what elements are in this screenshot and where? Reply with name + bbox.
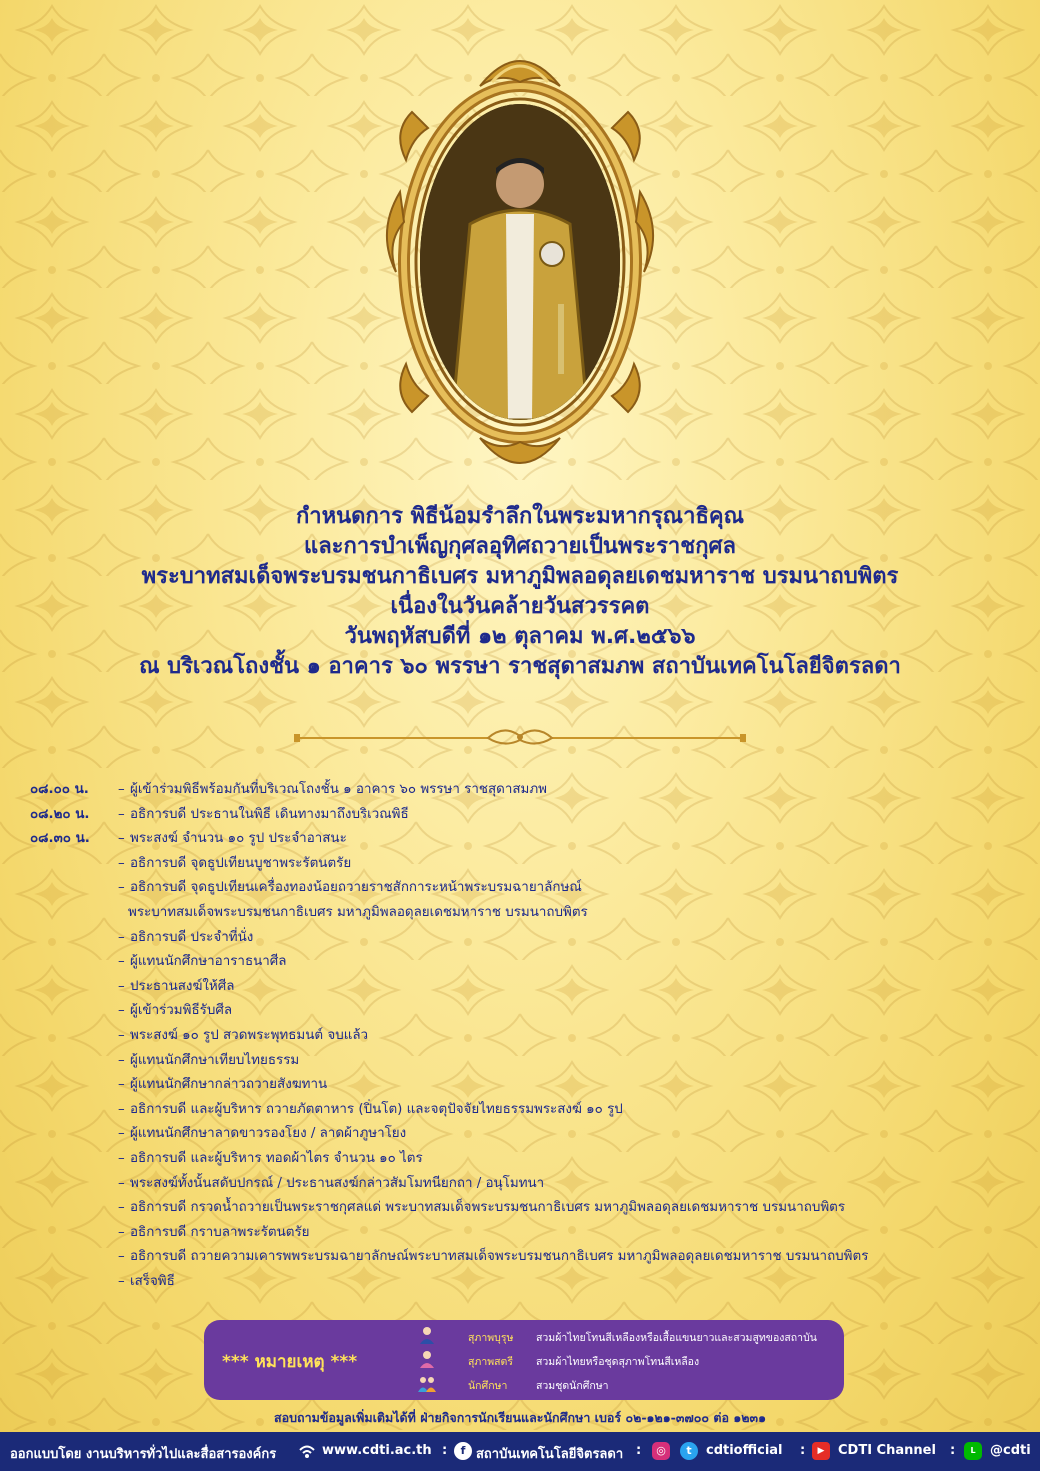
schedule-dash: – [118,1052,125,1068]
note-title: *** หมายเหตุ *** [222,1352,358,1372]
schedule-activity: ผู้เข้าร่วมพิธีรับศีล [130,1003,233,1019]
schedule-activity: ประธานสงฆ์ให้ศีล [130,978,235,994]
man-icon [418,1326,436,1344]
schedule-activity: ผู้เข้าร่วมพิธีพร้อมกันที่บริเวณโถงชั้น ๑ อาคาร ๖๐ พรรษา ราชสุดาสมภพ [130,782,547,797]
heading-line: วันพฤหัสบดีที่ ๑๒ ตุลาคม พ.ศ.๒๕๖๖ [344,624,696,649]
schedule-row [30,1098,1020,1123]
schedule-activity: ผู้แทนนักศึกษาลาดขาวรองโยง / ลาดผ้าภูษาโยง [130,1126,407,1142]
separator: : [442,1443,448,1458]
schedule-dash: – [118,1027,125,1043]
schedule-row [30,999,1020,1024]
schedule-dash: – [118,1175,125,1191]
schedule-activity: ผู้แทนนักศึกษาเทียบไทยธรรม [130,1052,300,1068]
schedule-row [30,975,1020,1000]
schedule-dash: – [118,1224,125,1240]
schedule-row [30,901,1020,926]
website-link[interactable]: www.cdti.ac.th [322,1443,432,1458]
schedule-dash: – [118,1126,125,1142]
note-who: สุภาพสตรี [468,1356,514,1368]
line-link[interactable]: @cdti [990,1443,1031,1458]
note-who: สุภาพบุรุษ [468,1332,514,1344]
woman-icon [418,1350,436,1368]
schedule-activity: ผู้แทนนักศึกษากล่าวถวายสังฆทาน [130,1077,328,1093]
schedule-activity: อธิการบดี ประธานในพิธี เดินทางมาถึงบริเวณพิธี [130,806,409,822]
ceremony-heading [20,502,1020,682]
youtube-icon: ▶ [812,1442,830,1460]
schedule-row [30,1122,1020,1147]
schedule-dash: – [118,1003,125,1019]
schedule-dash: – [118,978,125,994]
heading-line: เนื่องในวันคล้ายวันสวรรคต [390,594,650,619]
heading-line: ณ บริเวณโถงชั้น ๑ อาคาร ๖๐ พรรษา ราชสุดาสมภพ สถาบันเทคโนโลยีจิตรลดา [139,654,901,679]
schedule-activity: อธิการบดี จุดธูปเทียนเครื่องทองน้อยถวายราชสักการะหน้าพระบรมฉายาลักษณ์ [130,880,582,896]
schedule-row [30,852,1020,877]
separator: : [950,1443,956,1458]
social-handle[interactable]: cdtiofficial [706,1443,783,1458]
schedule-list [30,778,1020,1294]
schedule-row [30,950,1020,975]
heading-line: และการบำเพ็ญกุศลอุทิศถวายเป็นพระราชกุศล [304,534,736,559]
separator: : [636,1443,642,1458]
schedule-activity: อธิการบดี และผู้บริหาร ถวายภัตตาหาร (ปิ่นโต) และจตุปัจจัยไทยธรรมพระสงฆ์ ๑๐ รูป [130,1101,623,1117]
schedule-time: ๐๘.๓๐ น. [30,831,90,847]
schedule-activity: อธิการบดี ประจำที่นั่ง [130,929,254,945]
schedule-activity: อธิการบดี และผู้บริหาร ทอดผ้าไตร จำนวน ๑๐ ไตร [130,1150,423,1166]
schedule-row [30,1049,1020,1074]
dress-code-note [204,1320,844,1400]
schedule-dash: – [118,1077,125,1093]
schedule-row [30,803,1020,828]
schedule-activity: อธิการบดี จุดธูปเทียนบูชาพระรัตนตรัย [130,855,352,871]
schedule-dash: – [118,782,125,797]
schedule-dash: – [118,954,125,970]
schedule-activity: อธิการบดี กราบลาพระรัตนตรัย [130,1224,310,1240]
schedule-dash: – [118,855,125,871]
facebook-link[interactable]: สถาบันเทคโนโลยีจิตรลดา [476,1447,624,1462]
schedule-row [30,1221,1020,1246]
schedule-row [30,1196,1020,1221]
schedule-dash: – [118,1101,125,1117]
footer-bar [0,1432,1040,1471]
schedule-activity: อธิการบดี กรวดน้ำถวายเป็นพระราชกุศลแด่ พระบาทสมเด็จพระบรมชนกาธิเบศร มหาภูมิพลอดุลยเดชมหาราช บรมนาถบพิตร [130,1200,846,1216]
schedule-activity: เสร็จพิธี [130,1273,175,1289]
students-icon [418,1374,436,1392]
note-what: สวมผ้าไทยหรือชุดสุภาพโทนสีเหลือง [536,1356,700,1368]
schedule-dash: – [118,1273,125,1289]
schedule-activity: ผู้แทนนักศึกษาอาราธนาศีล [130,954,287,970]
note-who: นักศึกษา [468,1380,508,1392]
schedule-row [30,876,1020,901]
schedule-activity: อธิการบดี ถวายความเคารพพระบรมฉายาลักษณ์พระบาทสมเด็จพระบรมชนกาธิเบศร มหาภูมิพลอดุลยเดชมหาราช บรมนาถบพิตร [130,1249,869,1265]
schedule-dash: – [118,880,125,896]
schedule-dash: – [118,1249,125,1265]
schedule-activity: พระสงฆ์ จำนวน ๑๐ รูป ประจำอาสนะ [130,831,347,847]
portrait-frame [372,42,668,482]
schedule-activity: พระสงฆ์ ๑๐ รูป สวดพระพุทธมนต์ จบแล้ว [130,1027,369,1043]
schedule-row [30,1147,1020,1172]
contact-info: สอบถามข้อมูลเพิ่มเติมได้ที่ ฝ่ายกิจการนักเรียนและนักศึกษา เบอร์ ๐๒-๑๒๑-๓๗๐๐ ต่อ ๑๒๓๑ [273,1410,767,1425]
schedule-time: ๐๘.๐๐ น. [30,782,89,797]
schedule-row [30,778,1020,803]
heading-line: พระบาทสมเด็จพระบรมชนกาธิเบศร มหาภูมิพลอดุลยเดชมหาราช บรมนาถบพิตร [141,564,899,589]
note-what: สวมผ้าไทยโทนสีเหลืองหรือเสื้อแขนยาวและสวมสูทของสถาบัน [536,1332,817,1344]
schedule-activity: พระสงฆ์ทั้งนั้นสดับปกรณ์ / ประธานสงฆ์กล่าวสัมโมทนียกถา / อนุโมทนา [130,1175,545,1191]
footer-designer: ออกแบบโดย งานบริหารทั่วไปและสื่อสารองค์กร [10,1447,277,1462]
schedule-dash: – [118,1150,125,1166]
youtube-link[interactable]: CDTI Channel [838,1443,936,1458]
note-what: สวมชุดนักศึกษา [536,1380,609,1392]
line-icon: L [964,1442,982,1460]
schedule-dash: – [118,1200,125,1216]
heading-line: กำหนดการ พิธีน้อมรำลึกในพระมหากรุณาธิคุณ [295,504,745,529]
schedule-row [30,1024,1020,1049]
schedule-row [30,926,1020,951]
instagram-icon: ◎ [652,1442,670,1460]
wifi-icon [298,1442,316,1460]
schedule-row [30,1245,1020,1270]
schedule-row [30,1172,1020,1197]
schedule-dash: – [118,831,125,847]
schedule-row [30,827,1020,852]
schedule-time: ๐๘.๒๐ น. [30,806,90,822]
schedule-activity: พระบาทสมเด็จพระบรมชนกาธิเบศร มหาภูมิพลอดุลยเดชมหาราช บรมนาถบพิตร [128,904,588,920]
twitter-icon: t [680,1442,698,1460]
schedule-dash: – [118,929,125,945]
schedule-row [30,1270,1020,1295]
separator: : [800,1443,806,1458]
schedule-dash: – [118,806,125,822]
ornament-divider [292,722,748,752]
schedule-row [30,1073,1020,1098]
facebook-icon: f [454,1442,472,1460]
